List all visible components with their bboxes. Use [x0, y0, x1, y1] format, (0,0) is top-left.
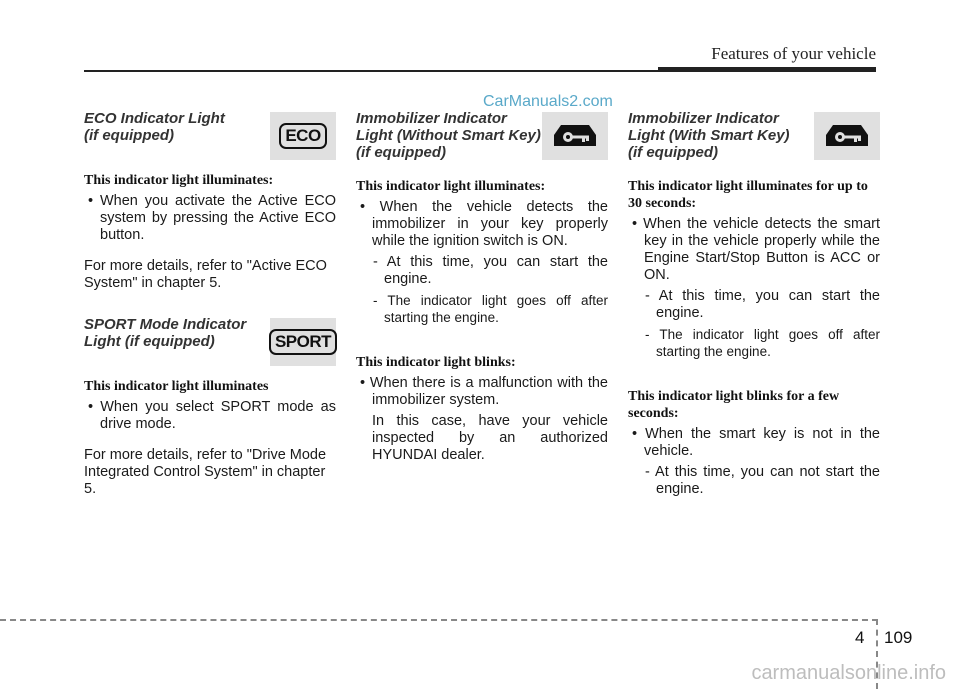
page-number: 109 [884, 628, 913, 647]
column-2 [356, 110, 608, 468]
eco-bullet: • When you activate the Active ECO system by pressing the Active ECO button. [88, 193, 336, 243]
sport-para: For more details, refer to "Drive Mode Integrated Control System" in chapter 5. [84, 447, 327, 497]
immobilizer-sub-1: - At this time, you can start the engine. [373, 254, 608, 287]
immobilizer-sub-2: - The indicator light goes off after starting the engine. [373, 293, 608, 325]
smart-key-sub-2: - The indicator light goes off after starting the engine. [645, 327, 880, 359]
spacer [628, 364, 880, 378]
column-3 [628, 110, 880, 502]
sport-indicator-icon [270, 318, 336, 366]
eco-indicator-icon [270, 112, 336, 160]
immobilizer-bullet-2: • When there is a malfunction with the immobilizer system. [360, 375, 608, 408]
immobilizer-title-line1: Immobilizer Indicator [356, 110, 507, 127]
watermark-bottom: carmanualsonline.info [751, 662, 946, 684]
smart-key-title-line3: (if equipped) [628, 144, 718, 161]
car-key-icon [814, 112, 880, 160]
watermark-top: CarManuals2.com [483, 93, 613, 110]
footer-rule [0, 619, 878, 621]
sport-title-line2: Light (if equipped) [84, 333, 215, 350]
eco-para: For more details, refer to "Active ECO System" in chapter 5. [84, 258, 327, 291]
header-rule-accent [658, 67, 876, 72]
header-title: Features of your vehicle [711, 44, 876, 63]
immobilizer-heading [356, 110, 608, 168]
eco-title-line2: (if equipped) [84, 127, 174, 144]
eco-badge: ECO [279, 123, 326, 149]
sport-title-line1: SPORT Mode Indicator [84, 316, 247, 333]
immobilizer-title-line2: Light (Without Smart Key) [356, 127, 541, 144]
smart-key-label-2: This indicator light blinks for a few seconds: [628, 389, 840, 421]
immobilizer-label-1: This indicator light illuminates: [356, 179, 546, 194]
smart-key-bullet-1: • When the vehicle detects the smart key in the vehicle properly while the Engine Start/Stop Button is ACC or ON. [632, 216, 880, 283]
smart-key-title-line1: Immobilizer Indicator [628, 110, 779, 127]
immobilizer-bullet-2-cont: In this case, have your vehicle inspected by an authorized HYUNDAI dealer. [372, 413, 608, 463]
smart-key-sub-3: - At this time, you can not start the engine. [645, 464, 880, 497]
spacer [84, 292, 336, 316]
smart-key-bullet-2: • When the smart key is not in the vehicle. [632, 426, 880, 459]
smart-key-heading [628, 110, 880, 168]
eco-title-line1: ECO Indicator Light [84, 110, 225, 127]
smart-key-title-line2: Light (With Smart Key) [628, 127, 790, 144]
chapter-number: 4 [855, 628, 865, 647]
car-key-icon [820, 120, 874, 152]
spacer [356, 330, 608, 344]
immobilizer-label-2: This indicator light blinks: [356, 355, 516, 370]
eco-heading [84, 110, 336, 162]
immobilizer-title-line3: (if equipped) [356, 144, 446, 161]
car-key-icon [548, 120, 602, 152]
sport-bullet: • When you select SPORT mode as drive mode. [88, 399, 336, 432]
eco-label: This indicator light illuminates: [84, 173, 274, 188]
smart-key-label-1: This indicator light illuminates for up to 30 seconds: [628, 179, 868, 211]
car-key-icon [542, 112, 608, 160]
sport-label: This indicator light illuminates [84, 379, 269, 394]
sport-heading [84, 316, 336, 368]
immobilizer-bullet-1: • When the vehicle detects the immobilizer in your key properly while the ignition switch is ON. [360, 199, 608, 249]
sport-badge: SPORT [269, 329, 337, 355]
column-1 [84, 110, 336, 498]
smart-key-sub-1: - At this time, you can start the engine. [645, 288, 880, 321]
